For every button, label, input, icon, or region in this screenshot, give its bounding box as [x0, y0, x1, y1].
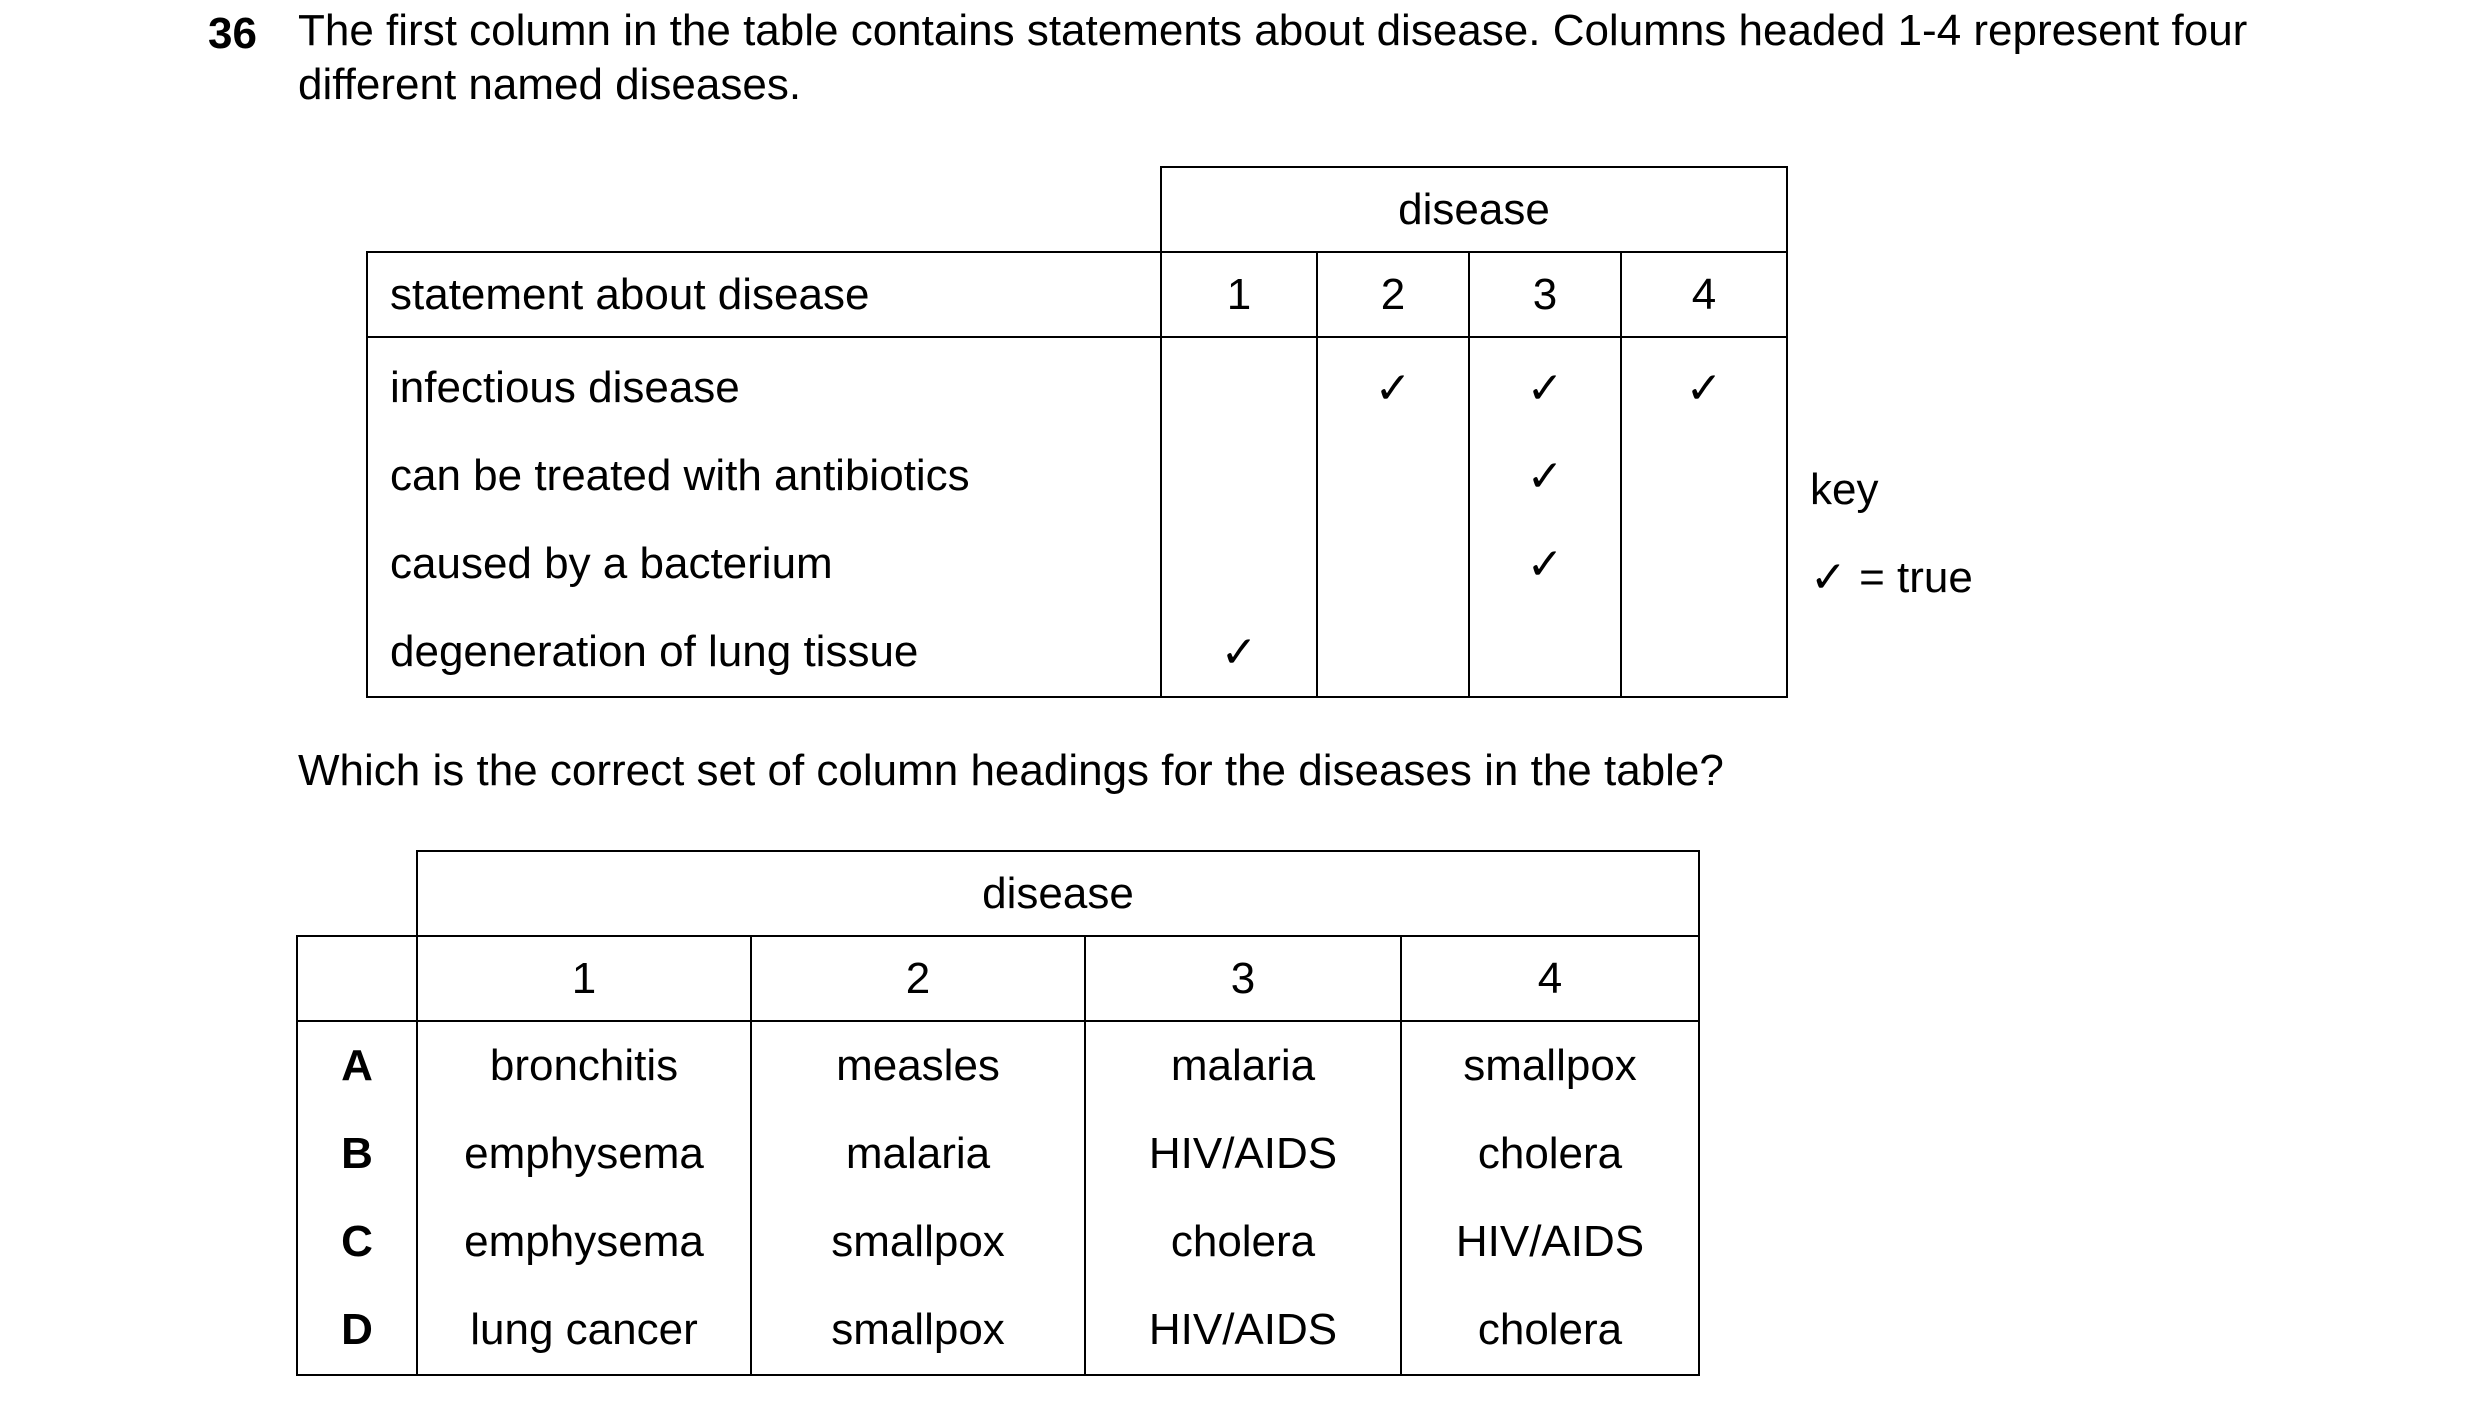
key-legend [1810, 446, 1973, 622]
option-cell: cholera [1085, 1198, 1401, 1286]
option-cell: malaria [1085, 1021, 1401, 1110]
option-cell: emphysema [417, 1198, 751, 1286]
table-row [367, 608, 1787, 697]
check-mark-cell: ✓ [1161, 608, 1317, 697]
column-header-1: 1 [417, 936, 751, 1021]
blank-corner [367, 167, 1161, 252]
check-mark-cell [1621, 432, 1787, 520]
check-mark-cell [1621, 520, 1787, 608]
option-letter: D [297, 1286, 417, 1375]
check-mark-cell [1317, 432, 1469, 520]
column-header-3: 3 [1469, 252, 1621, 337]
statement-label: infectious disease [367, 337, 1161, 432]
statement-label: degeneration of lung tissue [367, 608, 1161, 697]
column-header-3: 3 [1085, 936, 1401, 1021]
option-cell: emphysema [417, 1110, 751, 1198]
blank-corner [297, 851, 417, 936]
option-cell: HIV/AIDS [1085, 1110, 1401, 1198]
option-letter: B [297, 1110, 417, 1198]
option-cell: cholera [1401, 1286, 1699, 1375]
option-row-b[interactable] [297, 1110, 1699, 1198]
check-mark-cell [1317, 520, 1469, 608]
table-row [367, 337, 1787, 432]
question-text: The first column in the table contains statements about disease. Columns headed 1-4 represent four different named diseases. [298, 6, 2248, 109]
option-cell: smallpox [751, 1286, 1085, 1375]
check-mark-cell: ✓ [1469, 337, 1621, 432]
check-mark-cell: ✓ [1469, 432, 1621, 520]
statement-column-header: statement about disease [367, 252, 1161, 337]
check-mark-cell: ✓ [1317, 337, 1469, 432]
question-number: 36 [208, 9, 257, 58]
column-header-4: 4 [1401, 936, 1699, 1021]
option-cell: cholera [1401, 1110, 1699, 1198]
option-letter: A [297, 1021, 417, 1110]
option-cell: malaria [751, 1110, 1085, 1198]
option-cell: lung cancer [417, 1286, 751, 1375]
column-header-1: 1 [1161, 252, 1317, 337]
check-mark-cell [1161, 520, 1317, 608]
option-letter: C [297, 1198, 417, 1286]
question-prompt: Which is the correct set of column headings for the diseases in the table? [298, 746, 1724, 795]
option-cell: smallpox [1401, 1021, 1699, 1110]
disease-group-header: disease [417, 851, 1699, 936]
option-cell: HIV/AIDS [1085, 1286, 1401, 1375]
column-header-2: 2 [1317, 252, 1469, 337]
check-mark-cell [1161, 337, 1317, 432]
check-mark-icon: ✓ [1810, 552, 1847, 603]
statement-table [366, 166, 1788, 698]
check-mark-cell [1621, 608, 1787, 697]
key-title: key [1810, 465, 1879, 514]
table-row [367, 432, 1787, 520]
statement-label: caused by a bacterium [367, 520, 1161, 608]
check-mark-cell [1469, 608, 1621, 697]
options-table [296, 850, 1700, 1376]
check-mark-cell [1317, 608, 1469, 697]
column-header-2: 2 [751, 936, 1085, 1021]
option-row-d[interactable] [297, 1286, 1699, 1375]
table-row [367, 520, 1787, 608]
column-header-4: 4 [1621, 252, 1787, 337]
check-mark-cell: ✓ [1469, 520, 1621, 608]
option-cell: HIV/AIDS [1401, 1198, 1699, 1286]
option-cell: smallpox [751, 1198, 1085, 1286]
check-mark-cell: ✓ [1621, 337, 1787, 432]
letter-column-header [297, 936, 417, 1021]
option-row-a[interactable] [297, 1021, 1699, 1110]
disease-group-header: disease [1161, 167, 1787, 252]
check-mark-cell [1161, 432, 1317, 520]
option-cell: bronchitis [417, 1021, 751, 1110]
key-meaning: = true [1859, 553, 1973, 602]
statement-label: can be treated with antibiotics [367, 432, 1161, 520]
key-entry [1810, 534, 1973, 622]
option-cell: measles [751, 1021, 1085, 1110]
option-row-c[interactable] [297, 1198, 1699, 1286]
